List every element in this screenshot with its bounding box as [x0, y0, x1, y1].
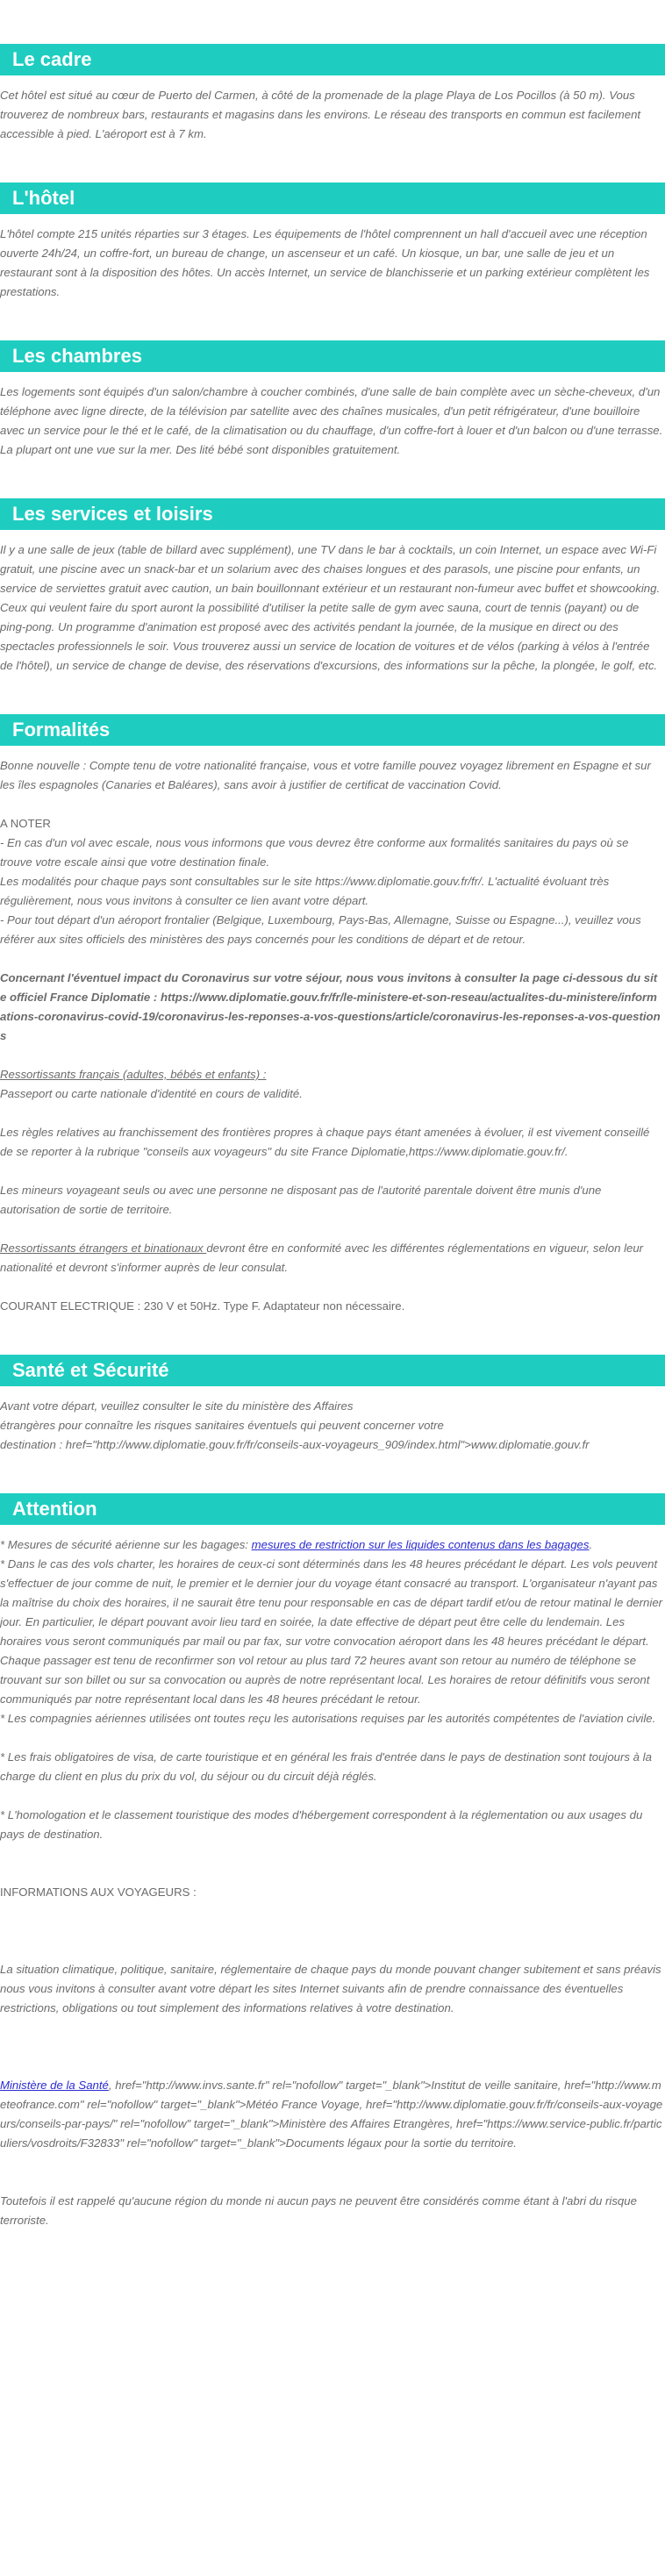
- liquids-restriction-link[interactable]: mesures de restriction sur les liquides contenus dans les bagages: [251, 1538, 590, 1551]
- section-body-cadre: [0, 75, 663, 144]
- section-title-cadre: Le cadre: [0, 44, 665, 75]
- attention-informations: INFORMATIONS AUX VOYAGEURS :: [0, 1885, 197, 1899]
- hotel-text: L'hôtel compte 215 unités réparties sur 3 étages. Les équipements de l'hôtel comprennent un hall d'accueil avec une réception ouverte 24h/24, un coffre-fort, un bureau de change, un ascenseur et un café. Un kiosque, un bar, une salle de jeu et un restaurant sont à la disposition des hôtes. Un accès Internet, un service de blanchisserie et un parking extérieur complètent les prestations.: [0, 227, 650, 298]
- spacer: [0, 1104, 663, 1123]
- formalites-ressortissants-fr-label: Ressortissants français (adultes, bébés et enfants) :: [0, 1068, 267, 1081]
- section-title-chambres: Les chambres: [0, 340, 665, 372]
- section-formalites: [0, 676, 665, 1316]
- attention-bagages-prefix: * Mesures de sécurité aérienne sur les bagages:: [0, 1538, 252, 1551]
- section-attention: [0, 1455, 665, 2230]
- attention-liens: [0, 2076, 663, 2153]
- spacer: [0, 949, 663, 969]
- attention-terrorisme: Toutefois il est rappelé qu'aucune région du monde ni aucun pays ne peuvent être considérés comme étant à l'abri du risque terroriste.: [0, 2194, 637, 2227]
- formalites-courant: COURANT ELECTRIQUE : 230 V et 50Hz. Type F. Adaptateur non nécessaire.: [0, 1299, 405, 1313]
- section-body-chambres: [0, 372, 663, 460]
- attention-liens-text: , href="http://www.invs.sante.fr" rel="nofollow" target="_blank">Institut de veille sanitaire, href="http://www.meteofrance.com" rel="nofollow" target="_blank">Météo France Voyage, href="http://www.diplomatie.gouv.fr/fr/conseils-aux-voyageurs/conseils-par-pays/" rel="nofollow" target="_blank">Ministère des Affaires Etrangères, href="https://www.service-public.fr/particuliers/vosdroits/F32833" rel="nofollow" target="_blank">Documents légaux pour la sortie du territoire.: [0, 2079, 663, 2150]
- spacer: [0, 1941, 663, 1960]
- section-body-formalites: [0, 746, 663, 1316]
- formalites-coronavirus: Concernant l'éventuel impact du Coronavirus sur votre séjour, nous vous invitons à consulter la page ci-dessous du site officiel France Diplomatie : https://www.diplomatie.gouv.fr/fr/le-ministere-et-son-reseau/actualites-du-ministere/informations-coronavirus-covid-19/coronavirus-les-reponses-a-vos-questions/article/coronavirus-les-reponses-a-vos-questions: [0, 971, 661, 1042]
- formalites-note-3: - Pour tout départ d'un aéroport frontalier (Belgique, Luxembourg, Pays-Bas, Allemagne, Suisse ou Espagne...), veuillez vous référer aux sites officiels des ministères des pays concernés pour les conditions de départ et de retour.: [0, 913, 641, 946]
- spacer: [0, 2172, 663, 2192]
- section-hotel: [0, 144, 665, 302]
- attention-bagages: [0, 1535, 663, 1555]
- section-body-services: [0, 530, 663, 676]
- spacer: [0, 1902, 663, 1921]
- spacer: [0, 2037, 663, 2057]
- spacer: [0, 1046, 663, 1065]
- section-sante: [0, 1316, 665, 1455]
- ministere-sante-link[interactable]: Ministère de la Santé: [0, 2079, 109, 2092]
- formalites-etrangers-text: devront être en conformité avec les différentes réglementations en vigueur, selon leur nationalité et devront s'informer auprès de leur consulat.: [0, 1241, 644, 1274]
- section-body-attention: [0, 1525, 663, 2230]
- section-chambres: [0, 302, 665, 460]
- formalites-note-2: Les modalités pour chaque pays sont consultables sur le site https://www.diplomatie.gouv.fr/fr/. L'actualité évoluant très régulièrement, nous vous invitons à consulter ce lien avant votre départ.: [0, 875, 610, 907]
- attention-bagages-suffix: .: [589, 1538, 593, 1551]
- spacer: [0, 2018, 663, 2037]
- spacer: [0, 1277, 663, 1297]
- formalites-ressortissants-fr-text: Passeport ou carte nationale d'identité en cours de validité.: [0, 1087, 303, 1100]
- spacer: [0, 1162, 663, 1181]
- section-cadre: [0, 0, 665, 144]
- formalites-regles: Les règles relatives au franchissement des frontières propres à chaque pays étant amenées à évoluer, il est vivement conseillé de se reporter à la rubrique "conseils aux voyageurs" du site France Diplomatie,https://www.diplomatie.gouv.fr/.: [0, 1126, 650, 1158]
- attention-charter: * Dans le cas des vols charter, les horaires de ceux-ci sont déterminés dans les 48 heures précédant le départ. Les vols peuvent s'effectuer de jour comme de nuit, le premier et le dernier jour du voyage étant consacré au transport. L'organisateur n'ayant pas la maîtrise du choix des horaires, il ne saurait être tenu pour responsable en cas de départ tardif et/ou de retour matinal le dernier jour. En particulier, le départ pouvant avoir lieu tard en soirée, la date effective de départ peut être celle du lendemain. Les horaires vous seront communiqués par mail ou par fax, sur votre convocation aéroport dans les 48 heures précédant le départ. Chaque passager est tenu de reconfirmer son vol retour au plus tard 72 heures avant son retour au numéro de téléphone se trouvant sur son billet ou sur sa convocation ou auprès de notre représentant local. Les horaires de retour définitifs vous seront communiqués par notre représentant local dans les 48 heures précédant le retour.: [0, 1557, 663, 1706]
- spacer: [0, 1844, 663, 1864]
- spacer: [0, 2153, 663, 2172]
- section-title-sante: Santé et Sécurité: [0, 1355, 665, 1386]
- attention-climat-1: La situation climatique, politique, sanitaire, réglementaire de chaque pays du monde pouvant changer subitement et sans préavis: [0, 1963, 661, 1976]
- attention-compagnies: * Les compagnies aériennes utilisées ont toutes reçu les autorisations requises par les autorités compétentes de l'aviation civile.: [0, 1712, 656, 1725]
- formalites-intro: Bonne nouvelle : Compte tenu de votre nationalité française, vous et votre famille pouvez voyagez librement en Espagne et sur les îles espagnoles (Canaries et Baléares), sans avoir à justifier de certificat de vaccination Covid.: [0, 759, 651, 791]
- cadre-text: Cet hôtel est situé au cœur de Puerto del Carmen, à côté de la promenade de la plage Playa de Los Pocillos (à 50 m). Vous trouverez de nombreux bars, restaurants et magasins dans les environs. Le réseau des transports en commun est facilement accessible à pied. L'aéroport est à 7 km.: [0, 89, 641, 140]
- attention-homologation: * L'homologation et le classement touristique des modes d'hébergement correspondent à la réglementation ou aux usages du pays de destination.: [0, 1808, 643, 1841]
- spacer: [0, 1786, 663, 1806]
- section-body-sante: [0, 1386, 663, 1455]
- services-text: Il y a une salle de jeux (table de billard avec supplément), une TV dans le bar à cocktails, un coin Internet, un espace avec Wi-Fi gratuit, une piscine avec un snack-bar et un solarium avec des chaises longues et des parasols, une piscine pour enfants, un service de serviettes gratuit avec caution, un bain bouillonnant extérieur et un restaurant non-fumeur avec buffet et showcooking. Ceux qui veulent faire du sport auront la possibilité d'utiliser la petite salle de gym avec sauna, court de tennis (payant) ou de ping-pong. Un programme d'animation est proposé avec des activités pendant la journée, de la musique en direct ou des spectacles professionnels le soir. Vous trouverez aussi un service de location de voitures et de vélos (parking à vélos à l'entrée de l'hôtel), un service de change de devise, des réservations d'excursions, des informations sur la pêche, la plongée, le golf, etc.: [0, 543, 661, 672]
- spacer: [0, 1864, 663, 1883]
- section-title-attention: Attention: [0, 1493, 665, 1525]
- spacer: [0, 1921, 663, 1941]
- spacer: [0, 1728, 663, 1748]
- section-services: [0, 460, 665, 676]
- sante-line-3: destination : href="http://www.diplomatie.gouv.fr/fr/conseils-aux-voyageurs_909/index.html">www.diplomatie.gouv.fr: [0, 1438, 590, 1451]
- formalites-noter: A NOTER: [0, 817, 51, 830]
- formalites-etrangers: [0, 1239, 663, 1277]
- formalites-mineurs: Les mineurs voyageant seuls ou avec une personne ne disposant pas de l'autorité parentale doivent être munis d'une autorisation de sortie de territoire.: [0, 1184, 602, 1216]
- formalites-note-1: - En cas d'un vol avec escale, nous vous informons que vous devrez être conforme aux formalités sanitaires du pays où se trouve votre escale ainsi que votre destination finale.: [0, 836, 629, 869]
- sante-line-1: Avant votre départ, veuillez consulter le site du ministère des Affaires: [0, 1399, 354, 1413]
- spacer: [0, 1220, 663, 1239]
- section-title-services: Les services et loisirs: [0, 498, 665, 530]
- spacer: [0, 2057, 663, 2076]
- sante-line-2: étrangères pour connaître les risques sanitaires éventuels qui peuvent concerner votre: [0, 1419, 444, 1432]
- attention-climat-2: nous vous invitons à consulter avant votre départ les sites Internet suivants afin de prendre connaissance des éventuelles restrictions, obligations ou tout simplement des informations relatives à votre destination.: [0, 1982, 624, 2014]
- formalites-etrangers-label: Ressortissants étrangers et binationaux: [0, 1241, 207, 1255]
- section-body-hotel: [0, 214, 663, 302]
- chambres-text: Les logements sont équipés d'un salon/chambre à coucher combinés, d'une salle de bain complète avec un sèche-cheveux, d'un téléphone avec ligne directe, de la télévision par satellite avec des chaînes musicales, d'un petit réfrigérateur, d'une bouilloire avec un service pour le thé et le café, de la climatisation ou du chauffage, d'un coffre-fort à louer et d'un balcon ou d'une terrasse. La plupart ont une vue sur la mer. Des lité bébé sont disponibles gratuitement.: [0, 385, 663, 456]
- spacer: [0, 795, 663, 814]
- attention-frais: * Les frais obligatoires de visa, de carte touristique et en général les frais d'entrée dans le pays de destination sont toujours à la charge du client en plus du prix du vol, du séjour ou du circuit déjà réglés.: [0, 1750, 652, 1783]
- section-title-formalites: Formalités: [0, 714, 665, 746]
- section-title-hotel: L'hôtel: [0, 182, 665, 214]
